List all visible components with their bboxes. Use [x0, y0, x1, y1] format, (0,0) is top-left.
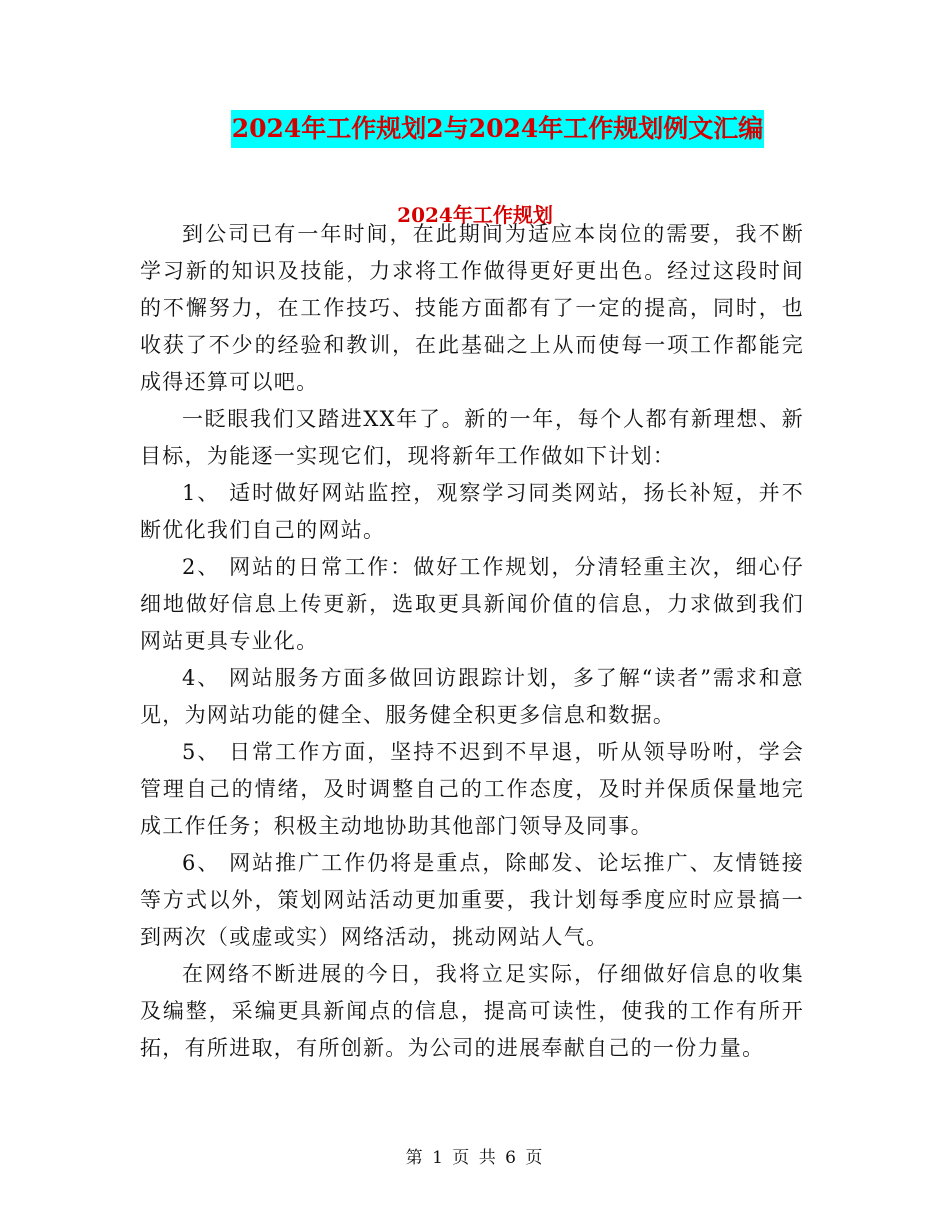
document-title: 2024年工作规划2与2024年工作规划例文汇编	[231, 110, 765, 148]
document-title-container	[0, 110, 950, 148]
document-body	[140, 216, 804, 1067]
plan-item-6: 6、 网站推广工作仍将是重点，除邮发、论坛推广、友情链接等方式以外，策划网站活动更加重要，我计划每季度应时应景搞一到两次（或虚或实）网络活动，挑动网站人气。	[140, 851, 804, 949]
plan-item-4: 4、 网站服务方面多做回访跟踪计划，多了解“读者”需求和意见，为网站功能的健全、服务健全积更多信息和数据。	[140, 666, 804, 727]
plan-item-5: 5、 日常工作方面，坚持不迟到不早退，听从领导吩咐，学会管理自己的情绪，及时调整自己的工作态度，及时并保质保量地完成工作任务；积极主动地协助其他部门领导及同事。	[140, 740, 804, 838]
paragraph-new-year: 一眨眼我们又踏进XX年了。新的一年，每个人都有新理想、新目标，为能逐一实现它们，现将新年工作做如下计划：	[140, 407, 804, 468]
section-title: 2024年工作规划	[397, 203, 553, 227]
page-number-footer: 第 1 页 共 6 页	[405, 1148, 545, 1168]
plan-item-1: 1、 适时做好网站监控，观察学习同类网站，扬长补短，并不断优化我们自己的网站。	[140, 481, 804, 542]
paragraph-conclusion: 在网络不断进展的今日，我将立足实际，仔细做好信息的收集及编整，采编更具新闻点的信息，提高可读性，使我的工作有所开拓，有所进取，有所创新。为公司的进展奉献自己的一份力量。	[140, 962, 804, 1060]
paragraph-intro: 到公司已有一年时间，在此期间为适应本岗位的需要，我不断学习新的知识及技能，力求将工作做得更好更出色。经过这段时间的不懈努力，在工作技巧、技能方面都有了一定的提高，同时，也收获了不少的经验和教训，在此基础之上从而使每一项工作都能完成得还算可以吧。	[140, 222, 804, 394]
plan-item-2: 2、 网站的日常工作：做好工作规划，分清轻重主次，细心仔细地做好信息上传更新，选取更具新闻价值的信息，力求做到我们网站更具专业化。	[140, 555, 804, 653]
